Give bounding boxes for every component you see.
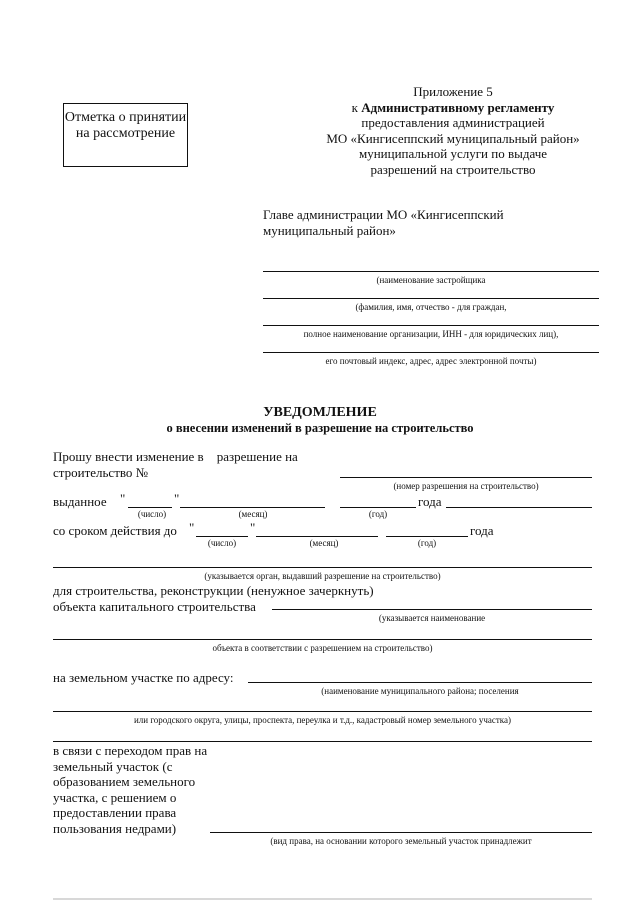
applicant-caption-3: полное наименование организации, ИНН - для юридических лиц),	[303, 329, 559, 339]
land-label: на земельном участке по адресу:	[53, 670, 234, 685]
authority-caption: (указывается орган, выдавший разрешение на строительство)	[204, 571, 441, 581]
request-line2: строительство №	[53, 464, 149, 480]
transfer-line-5: предоставлении права	[53, 805, 177, 820]
notice-subtitle: о внесении изменений в разрешение на строительство	[166, 421, 474, 435]
object-caption-2: объекта в соответствии с разрешением на строительство)	[212, 643, 433, 653]
term-quote-close: "	[250, 520, 256, 535]
appendix-regulation-line	[318, 100, 588, 116]
applicant-address-field[interactable]	[263, 352, 599, 353]
term-month-field[interactable]	[256, 536, 378, 537]
appendix-line6: разрешений на строительство	[370, 161, 536, 177]
permit-number-caption: (номер разрешения на строительство)	[393, 481, 539, 491]
issued-quote-close: "	[174, 491, 180, 506]
issued-day-caption: (число)	[137, 509, 167, 519]
issued-year-field[interactable]	[340, 507, 416, 508]
issued-extra-field[interactable]	[446, 507, 592, 508]
term-quote-open: "	[189, 520, 195, 535]
acceptance-stamp-box	[63, 103, 188, 167]
request-text	[53, 449, 333, 480]
applicant-org-field[interactable]	[263, 325, 599, 326]
issued-label: выданное	[53, 494, 107, 509]
appendix-header	[318, 84, 588, 177]
appendix-regulation-bold: Административному регламенту	[361, 99, 555, 115]
right-type-field[interactable]	[210, 832, 592, 833]
term-year-caption: (год)	[417, 538, 437, 548]
issued-month-caption: (месяц)	[238, 509, 268, 519]
transfer-line-2: земельный участок (с	[53, 758, 173, 774]
addressee-line1: Главе администрации МО «Кингисеппский	[263, 207, 504, 222]
issued-month-field[interactable]	[180, 507, 325, 508]
land-caption-1: (наименование муниципального района; поселения	[321, 686, 519, 696]
issued-year-word: года	[418, 494, 442, 509]
issued-day-field[interactable]	[128, 507, 172, 508]
object-name-field-2[interactable]	[53, 639, 592, 640]
notice-title: УВЕДОМЛЕНИЕ	[263, 405, 377, 420]
land-address-field-2[interactable]	[53, 711, 592, 712]
term-day-caption: (число)	[207, 538, 237, 548]
issued-quote-open: "	[120, 491, 126, 506]
object-name-caption: (указывается наименование	[378, 613, 486, 623]
term-label: со сроком действия до	[53, 523, 177, 538]
applicant-caption-4: его почтовый индекс, адрес, адрес электронной почты)	[325, 356, 537, 366]
object-name-field[interactable]	[272, 609, 592, 610]
applicant-caption-2: (фамилия, имя, отчество - для граждан,	[355, 302, 507, 312]
transfer-line-6: пользования недрами)	[53, 820, 177, 836]
purpose-line2: объекта капитального строительства	[53, 598, 256, 614]
transfer-top-rule	[53, 741, 592, 742]
appendix-line4: МО «Кингисеппский муниципальный район»	[326, 130, 580, 146]
land-address-field[interactable]	[248, 682, 592, 683]
transfer-block	[53, 743, 223, 836]
authority-field[interactable]	[53, 567, 592, 568]
land-caption-2: или городского округа, улицы, проспекта, переулка и т.д., кадастровый номер земельного участка)	[133, 715, 512, 725]
transfer-line-3: образованием земельного	[53, 774, 196, 789]
appendix-line5: муниципальной услуги по выдаче	[358, 146, 548, 161]
request-line1: Прошу внести изменение в разрешение на	[53, 449, 298, 464]
purpose-line1: для строительства, реконструкции (ненужное зачеркнуть)	[53, 583, 374, 598]
stamp-text: Отметка о принятии на рассмотрение	[64, 110, 187, 141]
term-year-field[interactable]	[386, 536, 468, 537]
transfer-line-1: в связи с переходом прав на	[53, 743, 208, 758]
applicant-name-field[interactable]	[263, 271, 599, 272]
addressee-block	[263, 207, 603, 238]
applicant-fio-field[interactable]	[263, 298, 599, 299]
page-bottom-edge	[53, 898, 592, 900]
right-type-caption: (вид права, на основании которого земельный участок принадлежит	[270, 836, 532, 846]
appendix-prefix: к	[351, 99, 362, 115]
term-month-caption: (месяц)	[309, 538, 339, 548]
transfer-line-4: участка, с решением о	[53, 789, 177, 805]
term-day-field[interactable]	[196, 536, 248, 537]
addressee-line2: муниципальный район»	[263, 222, 396, 238]
issued-year-caption: (год)	[368, 509, 388, 519]
appendix-number: Приложение 5	[413, 84, 493, 99]
applicant-caption-1: (наименование застройщика	[376, 275, 486, 285]
permit-number-field[interactable]	[340, 477, 592, 478]
term-year-word: года	[470, 523, 494, 538]
appendix-line3: предоставления администрацией	[361, 115, 545, 130]
